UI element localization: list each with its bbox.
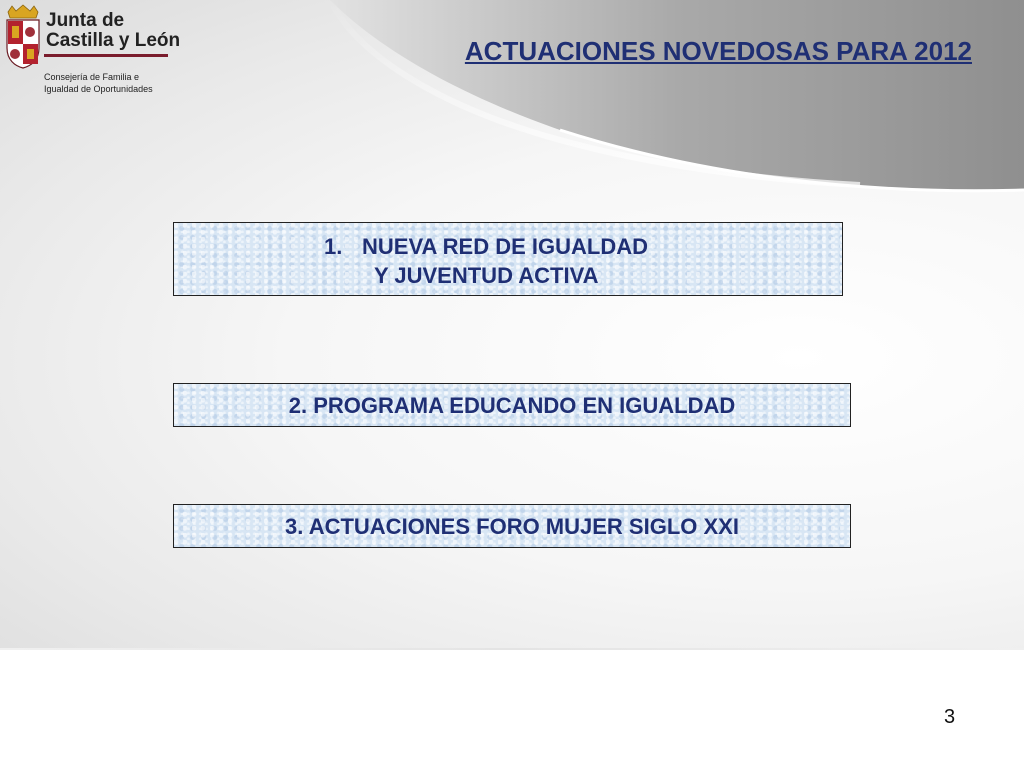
- slide-title: ACTUACIONES NOVEDOSAS PARA 2012: [464, 36, 972, 66]
- logo-name-line1: Junta de: [46, 10, 125, 31]
- logo-department-line2: Igualdad de Oportunidades: [44, 84, 153, 94]
- coat-of-arms-icon: [4, 4, 42, 70]
- logo-name-line2: Castilla y León: [46, 30, 181, 51]
- item-2-text: 2. PROGRAMA EDUCANDO EN IGUALDAD: [288, 393, 736, 418]
- item-1-line2: Y JUVENTUD ACTIVA: [374, 263, 599, 288]
- item-1-number: 1.: [324, 234, 343, 259]
- logo-rule: [44, 54, 168, 57]
- page-number: 3: [944, 706, 956, 728]
- item-box-3: [173, 504, 851, 548]
- junta-logo: [4, 4, 181, 96]
- item-1-line1: NUEVA RED DE IGUALDAD: [362, 234, 649, 259]
- item-box-1: [173, 222, 843, 296]
- logo-department-line1: Consejería de Familia e: [44, 72, 140, 82]
- item-box-2: [173, 383, 851, 427]
- footer-divider: [0, 648, 1024, 650]
- item-3-text: 3. ACTUACIONES FORO MUJER SIGLO XXI: [285, 514, 739, 539]
